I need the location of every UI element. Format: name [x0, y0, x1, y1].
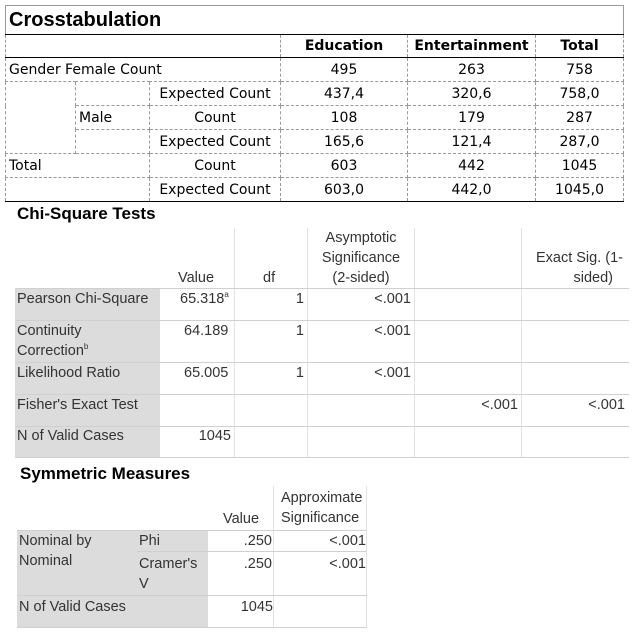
header-line: Significance: [281, 510, 360, 526]
asym-cell: <.001: [374, 365, 411, 381]
table-cell: 179: [408, 106, 536, 130]
column-divider: [366, 486, 367, 628]
header-line: sided): [573, 270, 613, 286]
table-row: [6, 82, 624, 106]
table-cell: 603,0: [281, 178, 408, 202]
table-cell: 603: [281, 154, 408, 178]
value-cell: 64.189: [184, 323, 229, 339]
row-sublabel: [76, 82, 150, 106]
row-stat-label: Count: [150, 154, 281, 178]
value-text: 65.318: [180, 291, 225, 307]
chi-square-title: Chi-Square Tests: [17, 204, 156, 223]
table-cell: 758,0: [536, 82, 624, 106]
value-cell: [180, 289, 229, 309]
table-row: [6, 178, 624, 202]
df-cell: 1: [295, 365, 304, 381]
label-line: V: [139, 576, 149, 592]
row-divider: [15, 457, 629, 458]
row-stat-label: Expected Count: [150, 82, 281, 106]
row-sublabel: Male: [76, 106, 150, 130]
row-label: Phi: [139, 533, 160, 549]
approx-cell: <.001: [329, 533, 366, 549]
label-line: Nominal: [19, 553, 73, 569]
table-cell: 1045: [536, 154, 624, 178]
approx-cell: <.001: [329, 556, 366, 572]
table-cell: 495: [281, 58, 408, 82]
value-cell: .250: [243, 556, 272, 572]
table-cell: 165,6: [281, 130, 408, 154]
table-cell: 442: [408, 154, 536, 178]
row-divider: [17, 627, 367, 628]
row-label: Total: [6, 154, 150, 178]
header-value: Value: [178, 270, 215, 286]
header-line: Asymptotic: [325, 230, 397, 246]
header-asymptotic-significance: [310, 228, 412, 288]
asym-cell: <.001: [374, 323, 411, 339]
table-row: [6, 130, 624, 154]
row-label: [6, 178, 150, 202]
column-divider: [234, 228, 235, 458]
column-divider: [273, 486, 274, 628]
header-line: (2-sided): [332, 270, 390, 286]
label-line: Cramer's: [139, 556, 198, 572]
header-line: Approximate: [281, 490, 363, 506]
header-df: df: [263, 270, 276, 286]
header-value: Value: [223, 511, 260, 527]
table-cell: 437,4: [281, 82, 408, 106]
table-row: [6, 58, 624, 82]
exact-2-sided-cell: <.001: [481, 397, 518, 413]
row-label: N of Valid Cases: [19, 599, 126, 615]
table-cell: 287: [536, 106, 624, 130]
value-cell: 1045: [240, 599, 273, 615]
footnote-marker: a: [224, 290, 229, 300]
df-cell: 1: [295, 323, 304, 339]
row-divider: [17, 595, 367, 596]
table-cell: 263: [408, 58, 536, 82]
crosstabulation-table: [5, 5, 624, 202]
table-cell: 287,0: [536, 130, 624, 154]
col-header-total: Total: [536, 35, 624, 58]
table-cell: 442,0: [408, 178, 536, 202]
label-line: Nominal by: [19, 533, 92, 549]
symmetric-measures-title: Symmetric Measures: [20, 464, 191, 483]
exact-1-sided-cell: <.001: [588, 397, 625, 413]
col-header-entertainment: Entertainment: [408, 35, 536, 58]
value-cell: 1045: [198, 428, 231, 444]
table-row: [6, 106, 624, 130]
group-label: [19, 531, 92, 571]
table-cell: 121,4: [408, 130, 536, 154]
column-divider: [414, 228, 415, 458]
row-label: Likelihood Ratio: [17, 365, 121, 381]
row-label: [139, 554, 197, 594]
table-row: [6, 154, 624, 178]
header-approximate-significance: [281, 488, 362, 528]
col-header-education: Education: [281, 35, 408, 58]
asym-cell: <.001: [374, 291, 411, 307]
row-label: N of Valid Cases: [17, 428, 124, 444]
row-label: [17, 321, 88, 361]
crosstab-title: Crosstabulation: [6, 6, 624, 35]
df-cell: 1: [295, 291, 304, 307]
header-line: Significance: [321, 250, 401, 266]
header-exact-sig-1-sided: [520, 248, 623, 288]
row-label: Pearson Chi-Square: [17, 291, 149, 307]
table-cell: 1045,0: [536, 178, 624, 202]
row-sublabel: [76, 130, 150, 154]
row-stat-label: Count: [150, 106, 281, 130]
footnote-marker: b: [83, 342, 89, 352]
table-cell: 758: [536, 58, 624, 82]
row-divider: [137, 551, 367, 552]
label-line: Correction: [17, 343, 84, 359]
row-stat-label: Expected Count: [150, 178, 281, 202]
label-line: Continuity: [17, 323, 82, 339]
row-label: Gender Female Count: [6, 58, 281, 82]
table-cell: 108: [281, 106, 408, 130]
value-cell: .250: [243, 533, 272, 549]
row-label: Fisher's Exact Test: [17, 397, 138, 413]
column-divider: [307, 228, 308, 458]
row-stat-label: Expected Count: [150, 130, 281, 154]
crosstab-header-corner: [6, 35, 281, 58]
header-line: Exact Sig. (1-: [535, 250, 623, 266]
table-cell: 320,6: [408, 82, 536, 106]
value-cell: 65.005: [184, 365, 229, 381]
row-group-spacer: [6, 82, 76, 154]
